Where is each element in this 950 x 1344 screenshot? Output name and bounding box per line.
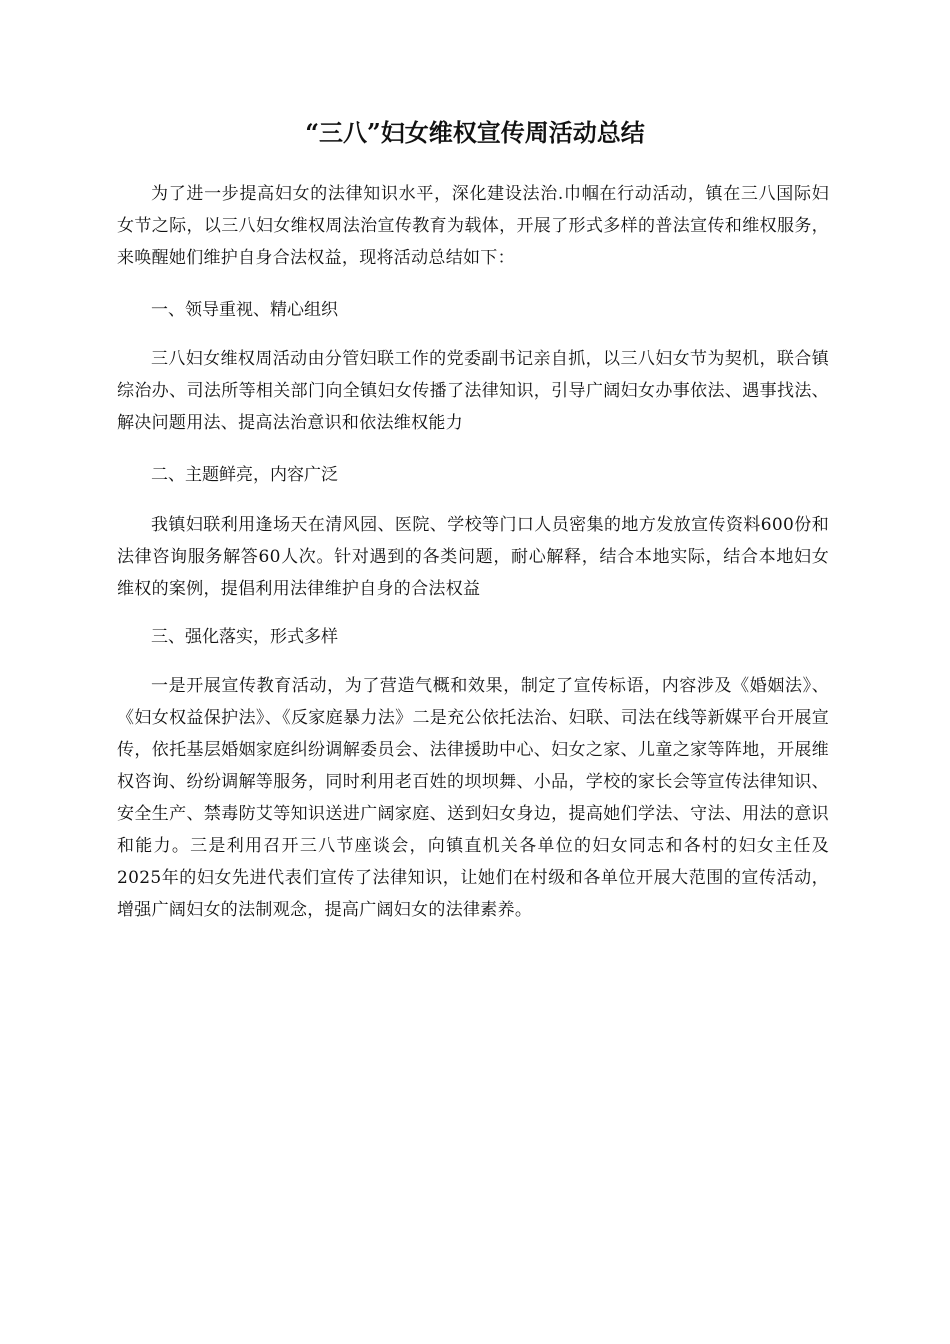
document-title: “三八”妇女维权宣传周活动总结 — [305, 118, 645, 147]
section-body-theme: 我镇妇联利用逢场天在清风园、医院、学校等门口人员密集的地方发放宣传资料600份和法律咨询服务解答60人次。针对遇到的各类问题，耐心解释，结合本地实际，结合本地妇女维权的案例，提倡利用法律维护自身的合法权益 — [117, 515, 829, 599]
section-heading-implementation: 三、强化落实，形式多样 — [151, 627, 338, 647]
section-body-implementation: 一是开展宣传教育活动，为了营造气概和效果，制定了宣传标语，内容涉及《婚姻法》、《妇女权益保护法》、《反家庭暴力法》二是充公依托法治、妇联、司法在线等新媒平台开展宣传，依托基层婚姻家庭纠纷调解委员会、法律援助中心、妇女之家、儿童之家等阵地，开展维权咨询、纷纷调解等服务，同时利用老百姓的坝坝舞、小品，学校的家长会等宣传法律知识、安全生产、禁毒防艾等知识送进广阔家庭、送到妇女身边，提高她们学法、守法、用法的意识和能力。三是利用召开三八节座谈会，向镇直机关各单位的妇女同志和各村的妇女主任及2025年的妇女先进代表们宣传了法律知识，让她们在村级和各单位开展大范围的宣传活动，增强广阔妇女的法制观念，提高广阔妇女的法律素养。 — [117, 676, 829, 920]
intro-paragraph: 为了进一步提高妇女的法律知识水平，深化建设法治.巾帼在行动活动，镇在三八国际妇女节之际，以三八妇女维权周法治宣传教育为载体，开展了形式多样的普法宣传和维权服务，来唤醒她们维护自身合法权益，现将活动总结如下： — [117, 184, 829, 268]
section-heading-leadership: 一、领导重视、精心组织 — [151, 300, 338, 320]
section-heading-theme: 二、主题鲜亮，内容广泛 — [151, 465, 338, 485]
section-body-leadership: 三八妇女维权周活动由分管妇联工作的党委副书记亲自抓，以三八妇女节为契机，联合镇综治办、司法所等相关部门向全镇妇女传播了法律知识，引导广阔妇女办事依法、遇事找法、解决问题用法、提高法治意识和依法维权能力 — [117, 349, 829, 433]
